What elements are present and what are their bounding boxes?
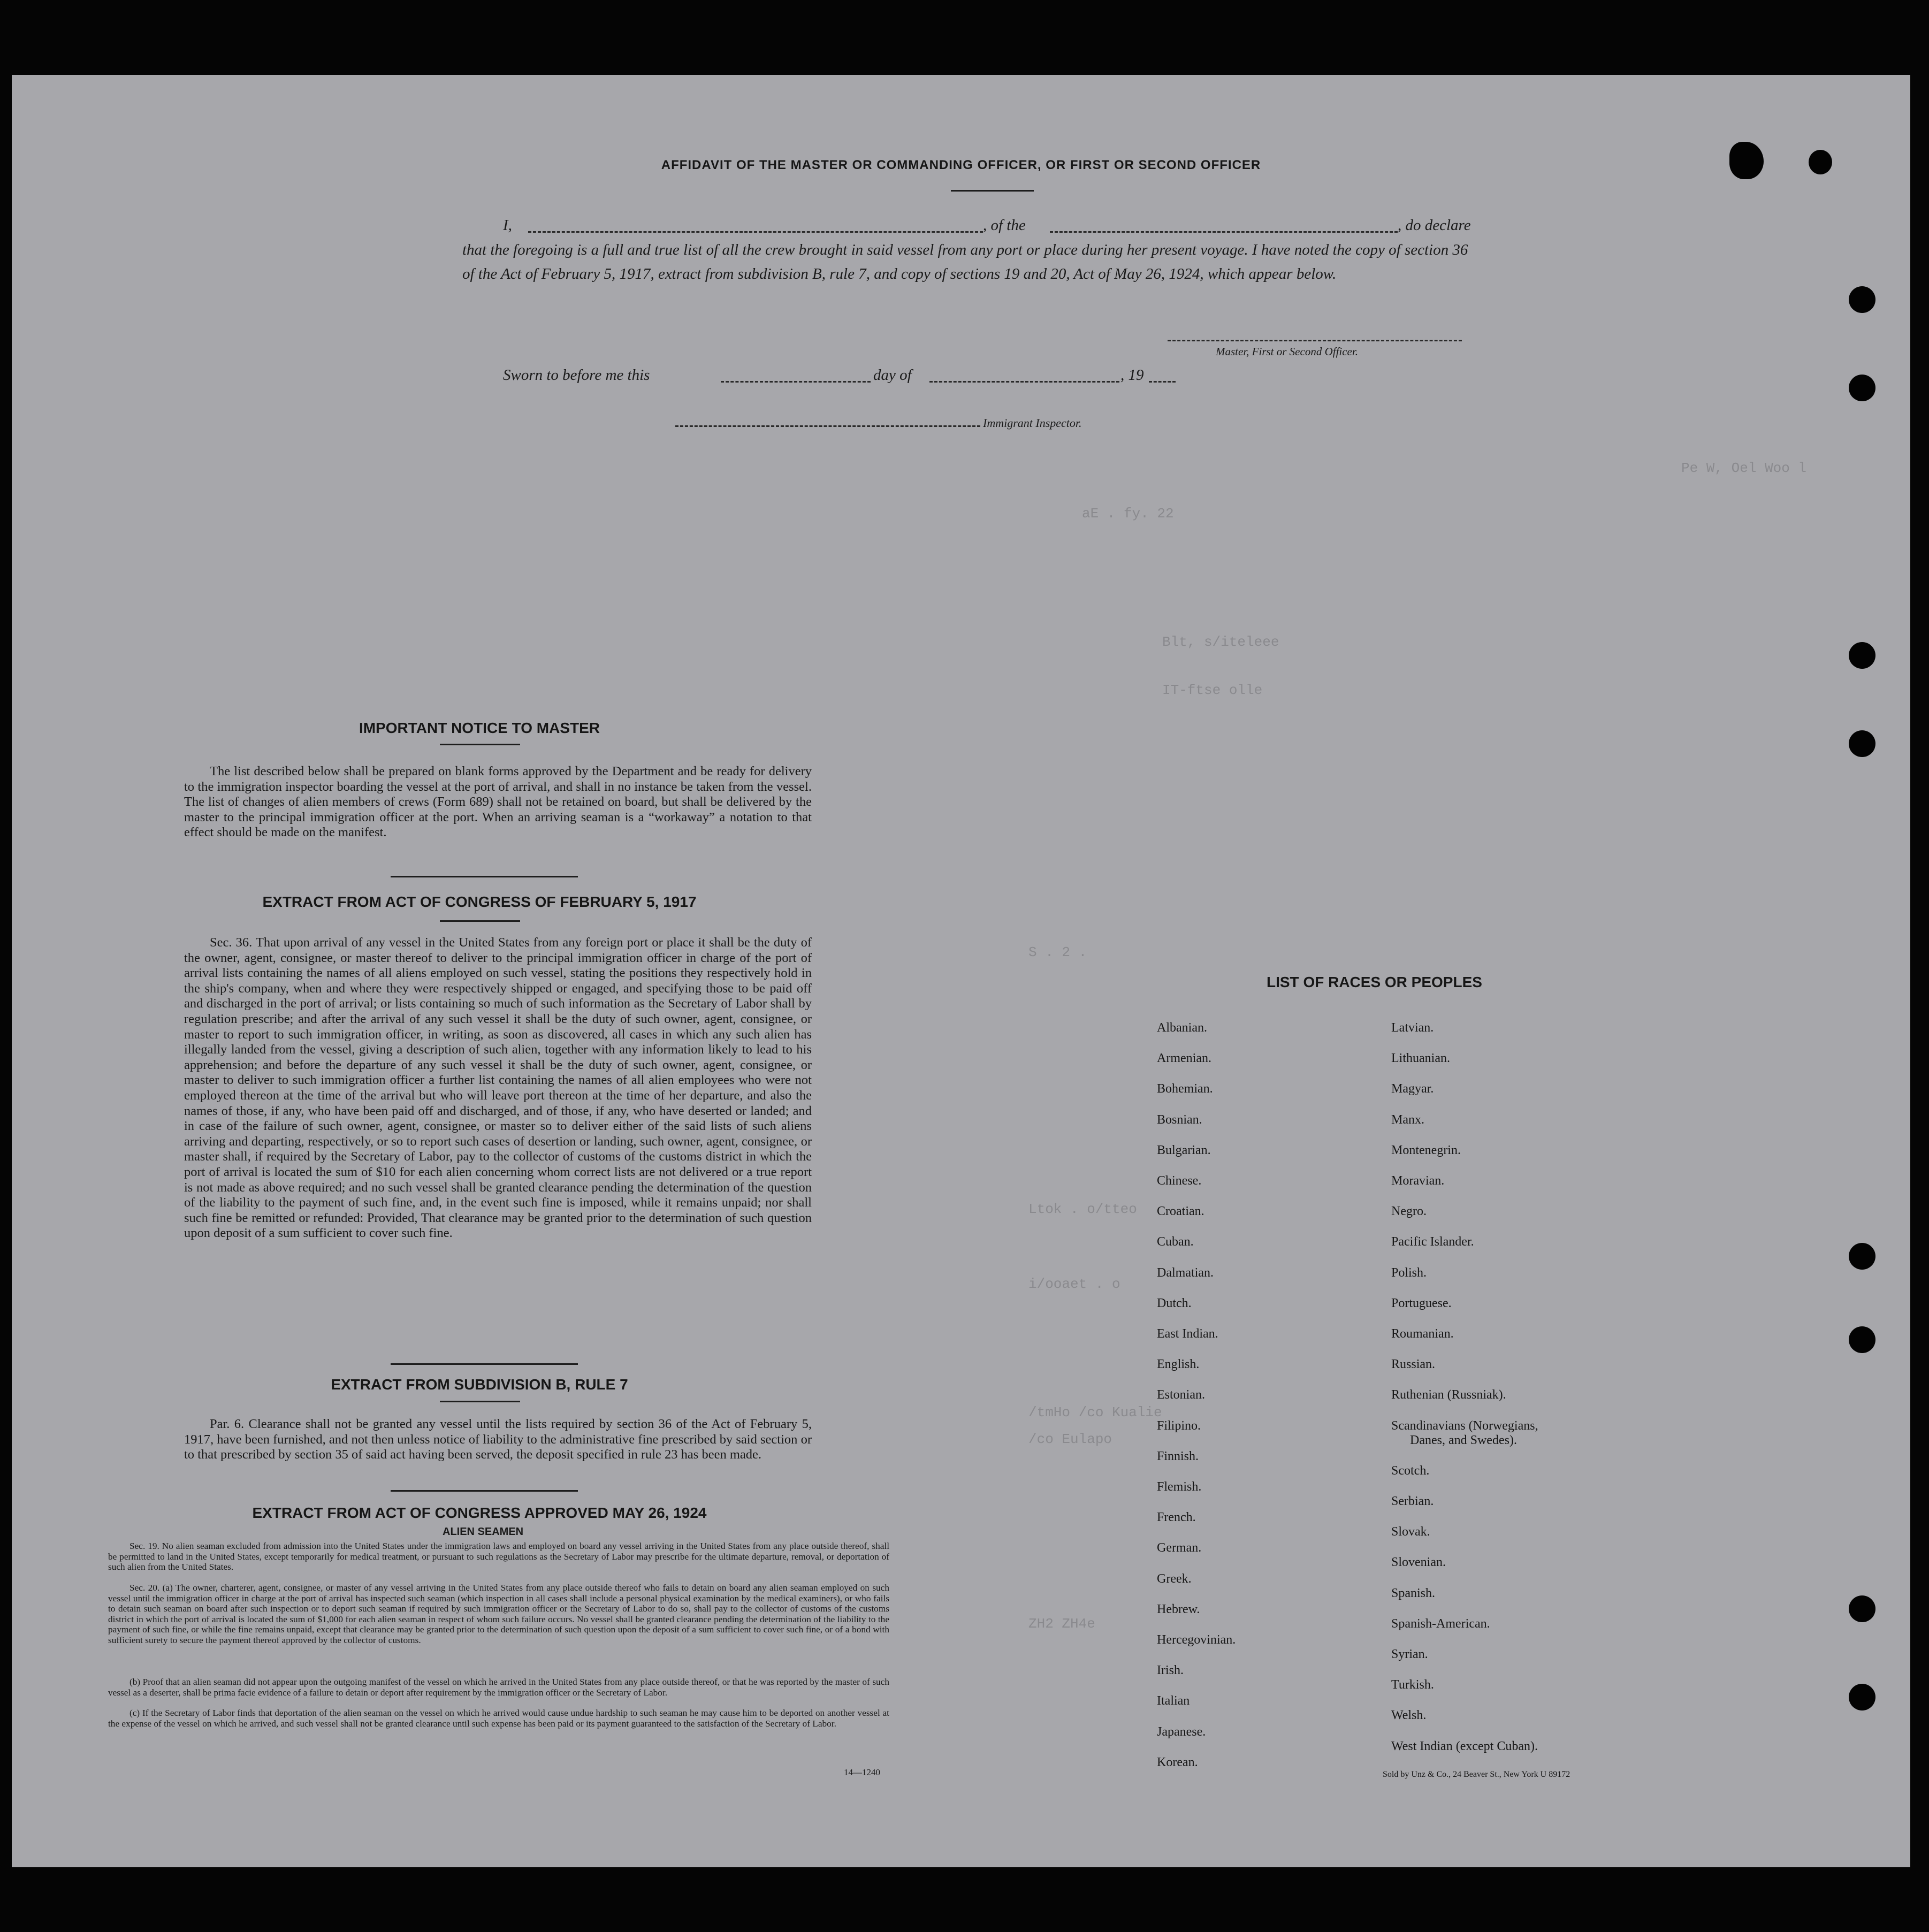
act1924-sec19: Sec. 19. No alien seaman excluded from admission into the United States under the immigration laws and employed on board any vessel arriving in the United States from any place outside thereof, shall be permitted to land in the United States, except temporarily for medical treatment, or pursuant to such regulations as the Secretary of Labor may prescribe for the ultimate departure, removal, or deportation of such alien from the United States. (108, 1541, 889, 1572)
notice-heading: IMPORTANT NOTICE TO MASTER (359, 720, 600, 736)
affidavit-i: I, (503, 217, 512, 234)
rule7-rule (440, 1401, 520, 1402)
race-item: Dutch. (1157, 1296, 1192, 1310)
race-item: Dalmatian. (1157, 1265, 1214, 1280)
act1924-sec20a: Sec. 20. (a) The owner, charterer, agent, consignee, or master of any vessel arriving in the United States from any place outside thereof who fails to detain on board any alien seaman employed on such vessel until the immigration officer in charge at the port of arrival has inspected such seaman (which inspection in all cases shall include a personal physical examination by the medical examiners), or who fails to detain such seaman on board after such inspection or to deport such seaman if required by such immigration officer or the Secretary of Labor to do so, shall pay to the collector of customs of the customs district in which the port of arrival is located the sum of $1,000 for each alien seaman in respect of whom such failure occurs. No vessel shall be granted clearance pending the determination of the liability to the payment of such fine, or while the fine remains unpaid, except that clearance may be granted prior to the determination of such question upon the deposit of a sum sufficient to cover such fine, or of a bond with sufficient surety to secure the payment thereof approved by the collector of customs. (108, 1583, 889, 1645)
affidavit-of-the: , of the (983, 217, 1026, 234)
race-item: Lithuanian. (1391, 1051, 1450, 1066)
race-item: East Indian. (1157, 1327, 1218, 1341)
sworn-year-field[interactable] (1149, 381, 1176, 383)
binder-hole-3 (1849, 642, 1875, 669)
act1924-sec20b: (b) Proof that an alien seaman did not appear upon the outgoing manifest of the vessel on which he arrived in the United States from any place outside thereof, or that he was reported by the master of such vessel as a deserter, shall be prima facie evidence of a failure to detain or deport after requirement by the immigration officer or the Secretary of Labor. (108, 1677, 889, 1698)
act1924-heading: EXTRACT FROM ACT OF CONGRESS APPROVED MAY 26, 1924 (252, 1505, 707, 1521)
race-item: Welsh. (1391, 1708, 1427, 1723)
race-item: Syrian. (1391, 1647, 1428, 1661)
sworn-month-field[interactable] (929, 381, 1119, 383)
race-item: Pacific Islander. (1391, 1235, 1474, 1249)
race-item: Serbian. (1391, 1494, 1434, 1508)
master-signature-label: Master, First or Second Officer. (1216, 345, 1358, 358)
name-field[interactable] (528, 231, 983, 233)
inspector-signature-line[interactable] (675, 425, 980, 427)
race-item: Latvian. (1391, 1021, 1434, 1035)
race-item: Filipino. (1157, 1418, 1201, 1433)
race-item: Turkish. (1391, 1678, 1434, 1692)
race-item: French. (1157, 1510, 1196, 1525)
race-item: Estonian. (1157, 1388, 1205, 1402)
sworn-day-field[interactable] (721, 381, 871, 383)
race-item: Irish. (1157, 1663, 1184, 1678)
notice-text: The list described below shall be prepared on blank forms approved by the Department and be ready for delivery to the immigration inspector boarding the vessel at the port of arrival, and shall in no instance be taken from the vessel. The list of changes of alien members of crews (Form 689) shall not be retained on board, but shall be delivered by the master to the principal immigration officer at the port. When an arriving seaman is a “workaway” a notation to that effect should be made on the manifest. (184, 764, 812, 840)
race-item: Ruthenian (Russniak). (1391, 1388, 1506, 1402)
affidavit-statement: that the foregoing is a full and true list of all the crew brought in said vessel from any port or place during her present voyage. I have noted the copy of section 36 of the Act of February 5, 1917, extract from subdivision B, rule 7, and copy of sections 19 and 20, Act of May 26, 1924, which appear below. (462, 241, 1468, 282)
form-number: 14—1240 (844, 1767, 880, 1777)
race-item: Polish. (1391, 1265, 1427, 1280)
act1924-sec20c: (c) If the Secretary of Labor finds that deportation of the alien seaman on the vessel on which he arrived would cause undue hardship to such seaman he may cause him to be deported on another vessel at the expense of the vessel on which he arrived, and such vessel shall not be granted clearance until such expense has been paid or its payment guaranteed to the satisfaction of the Secretary of Labor. (108, 1708, 889, 1729)
inspector-label: Immigrant Inspector. (983, 416, 1082, 430)
affidavit-heading: AFFIDAVIT OF THE MASTER OR COMMANDING OFFICER, OR FIRST OR SECOND OFFICER (661, 158, 1261, 172)
binder-hole-6 (1849, 1326, 1875, 1353)
binder-hole-5 (1849, 1243, 1875, 1270)
race-item: Korean. (1157, 1755, 1198, 1769)
manifest-back-sheet: Pe W, Oel Woo l aE . fy. 22 Blt, s/iteleee IT-ftse olle S . 2 . Ltok . o/tteo i/ooaet . o /tmHo /co Kualie /co Eulapo ZH2 ZH4e AFFIDAVIT OF THE MASTER OR COMMANDING OFFICER, OR FIRST OR SECOND OFFICER I, , of the , do declare that the foregoing is a full and true list of all the crew brought in said vessel from any port or place during her present voyage. I have noted the copy of section 36 of the Act of February 5, 1917, extract from subdivision B, rule 7, and copy of sections 19 and 20, Act of May 26, 1924, which appear below. Master, First or Second Officer. Sworn to before me this day of , 19 Immigrant Inspector. IMPORTANT NOTICE TO MASTER The list described below shall be prepared on blank forms approved by the Department and be ready for delivery to the immigration inspector boarding the vessel at the port of arrival, and shall in no instance be taken from the vessel. The list of changes of alien members of crews (Form 689) shall not be retained on board, but shall be delivered by the master to the principal immigration officer at the port. When an arriving seaman is a “workaway” a notation to that effect should be made on the manifest. EXTRACT FROM ACT OF CONGRESS OF FEBRUARY 5, 1917 Sec. 36. That upon arrival of any vessel in the United States from any foreign port or place it shall be the duty of the owner, agent, consignee, or master thereof to deliver to the principal immigration officer in charge of the port of arrival lists containing the names of all aliens employed on such vessel, stating the positions they respectively hold in the ship's company, when and where they were respectively shipped or engaged, and specifying those to be paid off and discharged in the port of arrival; or lists containing so much of such information as the Secretary of Labor shall by regulation prescribe; and after the arrival of any such vessel it shall be the duty of such owner, agent, consignee, or master to report to such immigration officer, in writing, as soon as discovered, all cases in which any such alien has illegally landed from the vessel, giving a description of such alien, together with any information likely to lead to his apprehension; and before the departure of any such vessel it shall be the duty of such owner, agent, consignee, or master to deliver to such immigration officer a further list containing the names of all alien employees who were not employed thereon at the time of the arrival but who will leave port thereon at the time of her departure, and also the names of those, if any, who have been paid off and discharged, and of those, if any, who have deserted or landed; and in case of the failure of such owner, agent, consignee, or master so to deliver either of the said lists of such aliens arriving and departing, respectively, or so to report such cases of desertion or landing, such owner, agent, consignee, or master shall, if required by the Secretary of Labor, pay to the collector of customs of the customs district in which the port of arrival is located the sum of $10 for each alien concerning whom correct lists are not delivered or a true report is not made as above required; and no such vessel shall be granted clearance pending the determination of the question of the liability to the payment of such fine, and, in the event such fine is imposed, while it remains unpaid; nor shall such fine be remitted or refunded: Provided, That clearance may be granted prior to the determination of such question upon deposit of a sum sufficient to cover such fine. EXTRACT FROM SUBDIVISION B, RULE 7 Par. 6. Clearance shall not be granted any vessel until the lists required by section 36 of the Act of February 5, 1917, have been furnished, and not then unless notice of liability to the administrative fine prescribed by said section or to that prescribed by section 35 of said act having been served, the deposit specified in rule 23 has been made. EXTRACT FROM ACT OF CONGRESS APPROVED MAY 26, 1924 ALIEN SEAMEN Sec. 19. No alien seaman excluded from admission into the United States under the immigration laws and employed on board any vessel arriving in the United States from any place outside thereof, shall be permitted to land in the United States, except temporarily for medical treatment, or pursuant to such regulations as the Secretary of Labor may prescribe for the ultimate departure, removal, or deportation of such alien from the United States. Sec. 20. (a) The owner, charterer, agent, consignee, or master of any vessel arriving in the United States from any place outside thereof who fails to detain on board any alien seaman employed on such vessel until the immigration officer in charge at the port of arrival has inspected such seaman (which inspection in all cases shall include a personal physical examination by the medical examiners), or who fails to detain such seaman on board after such inspection or to deport such seaman if required by such immigration officer or the Secretary of Labor to do so, shall pay to the collector of customs of the customs district in which the port of arrival is located the sum of $1,000 for each alien seaman in respect of whom such failure occurs. No vessel shall be granted clearance pending the determination of the liability to the payment of such fine, or while the fine remains unpaid, except that clearance may be granted prior to the determination of such question upon the deposit of a sum sufficient to cover such fine, or of a bond with sufficient surety to secure the payment thereof approved by the collector of customs. (b) Proof that an alien seaman did not appear upon the outgoing manifest of the vessel on which he arrived in the United States from any place outside thereof, or that he was reported by the master of such vessel as a deserter, shall be prima facie evidence of a failure to detain or deport after requirement by the immigration officer or the Secretary of Labor. (c) If the Secretary of Labor finds that deportation of the alien seaman on the vessel on which he arrived would cause undue hardship to such seaman he may cause him to be deported on another vessel at the expense of the vessel on which he arrived, and such vessel shall not be granted clearance until such expense has been paid or its payment guaranteed to the satisfaction of the Secretary of Labor. 14—1240 LIST OF RACES OR PEOPLES Albanian. Armenian. Bohemian. Bosnian. Bulgarian. Chinese. Croatian. Cuban. Dalmatian. Dutch. East Indian. English. Estonian. Filipino. Finnish. Flemish. French. German. Greek. Hebrew. Hercegovinian. Irish. Italian Japanese. Korean. Latvian. Lithuanian. Magyar. Manx. Montenegrin. Moravian. Negro. Pacific Islander. Polish. Portuguese. Roumanian. Russian. Ruthenian (Russniak). Scandinavians (Norwegians, Danes, and Swedes). Scotch. Serbian. Slovak. Slovenian. Spanish. Spanish-American. Syrian. Turkish. Welsh. West Indian (except Cuban). Sold by Unz & Co., 24 Beaver St., New York U 89172 (12, 75, 1910, 1867)
notice-rule (440, 744, 520, 745)
race-item: Manx. (1391, 1112, 1424, 1127)
affidavit-declare: , do declare (1398, 217, 1471, 234)
races-heading: LIST OF RACES OR PEOPLES (1267, 974, 1482, 990)
race-item: Roumanian. (1391, 1327, 1454, 1341)
binder-hole-2 (1849, 375, 1875, 401)
vessel-field[interactable] (1050, 231, 1398, 233)
race-item: Hercegovinian. (1157, 1633, 1236, 1647)
sworn-year-prefix: , 19 (1120, 366, 1144, 384)
race-item-line: Danes, and Swedes). (1410, 1433, 1517, 1447)
race-item: West Indian (except Cuban). (1391, 1739, 1538, 1753)
race-item: English. (1157, 1357, 1200, 1372)
race-item: Slovak. (1391, 1525, 1430, 1539)
act1917-heading: EXTRACT FROM ACT OF CONGRESS OF FEBRUARY 5, 1917 (262, 894, 697, 910)
race-item: German. (1157, 1541, 1202, 1555)
act1924-subheading: ALIEN SEAMEN (443, 1526, 524, 1538)
race-item-line: Scandinavians (Norwegians, (1391, 1418, 1538, 1433)
race-item: Russian. (1391, 1357, 1436, 1372)
race-item: Flemish. (1157, 1480, 1202, 1494)
race-item: Armenian. (1157, 1051, 1211, 1066)
race-item: Moravian. (1391, 1174, 1445, 1188)
race-item: Montenegrin. (1391, 1143, 1461, 1157)
printer-imprint: Sold by Unz & Co., 24 Beaver St., New York U 89172 (1383, 1770, 1570, 1779)
race-item: Finnish. (1157, 1449, 1199, 1463)
race-item: Portuguese. (1391, 1296, 1452, 1310)
race-item: Bulgarian. (1157, 1143, 1211, 1157)
affidavit-rule (951, 190, 1034, 192)
master-signature-line[interactable] (1168, 340, 1462, 341)
race-item: Spanish-American. (1391, 1616, 1490, 1631)
race-item: Albanian. (1157, 1021, 1207, 1035)
binder-hole-8 (1849, 1684, 1875, 1710)
race-item: Magyar. (1391, 1082, 1434, 1096)
binder-hole-1 (1849, 286, 1875, 313)
race-item: Scotch. (1391, 1463, 1430, 1478)
race-item: Negro. (1391, 1204, 1427, 1219)
race-item: Chinese. (1157, 1174, 1202, 1188)
rule7-bottom-rule (391, 1490, 578, 1492)
race-item: Bohemian. (1157, 1082, 1213, 1096)
sworn-day-of: day of (873, 366, 912, 384)
act1917-section-36: Sec. 36. That upon arrival of any vessel in the United States from any foreign port or place it shall be the duty of the owner, agent, consignee, or master thereof to deliver to the principal immigration officer in charge of the port of arrival lists containing the names of all aliens employed on such vessel, stating the positions they respectively hold in the ship's company, when and where they were respectively shipped or engaged, and specifying those to be paid off and discharged in the port of arrival; or lists containing so much of such information as the Secretary of Labor shall by regulation prescribe; and after the arrival of any such vessel it shall be the duty of such owner, agent, consignee, or master to report to such immigration officer, in writing, as soon as discovered, all cases in which any such alien has illegally landed from the vessel, giving a description of such alien, together with any information likely to lead to his apprehension; and before the departure of any such vessel it shall be the duty of such owner, agent, consignee, or master to deliver to such immigration officer a further list containing the names of all alien employees who were not employed thereon at the time of the arrival but who will leave port thereon at the time of her departure, and also the names of those, if any, who have been paid off and discharged, and of those, if any, who have deserted or landed; and in case of the failure of such owner, agent, consignee, or master so to deliver either of the said lists of such aliens arriving and departing, respectively, or so to report such cases of desertion or landing, such owner, agent, consignee, or master shall, if required by the Secretary of Labor, pay to the collector of customs of the customs district in which the port of arrival is located the sum of $10 for each alien concerning whom correct lists are not delivered or a true report is not made as above required; and no such vessel shall be granted clearance pending the determination of the question of the liability to the payment of such fine, and, in the event such fine is imposed, while it remains unpaid; nor shall such fine be remitted or refunded: Provided, That clearance may be granted prior to the determination of such question upon deposit of a sum sufficient to cover such fine. (184, 935, 812, 1241)
act1917-rule (440, 920, 520, 922)
race-item: Bosnian. (1157, 1112, 1202, 1127)
act1917-bottom-rule (391, 1363, 578, 1365)
race-item: Spanish. (1391, 1586, 1436, 1600)
binder-hole-4 (1849, 730, 1875, 757)
rule7-paragraph-6: Par. 6. Clearance shall not be granted any vessel until the lists required by section 36 of the Act of February 5, 1917, have been furnished, and not then unless notice of liability to the administrative fine prescribed by said section or to that prescribed by section 35 of said act having been served, the deposit specified in rule 23 has been made. (184, 1417, 812, 1462)
race-item: Slovenian. (1391, 1555, 1446, 1570)
notice-bottom-rule (391, 876, 578, 877)
binder-hole-7 (1849, 1595, 1875, 1622)
race-item: Hebrew. (1157, 1602, 1200, 1616)
rule7-heading: EXTRACT FROM SUBDIVISION B, RULE 7 (331, 1376, 628, 1393)
race-item: Italian (1157, 1694, 1190, 1708)
race-item: Cuban. (1157, 1235, 1194, 1249)
race-item: Croatian. (1157, 1204, 1204, 1219)
sworn-text: Sworn to before me this (503, 366, 650, 384)
race-item: Greek. (1157, 1571, 1192, 1586)
race-item (1391, 1419, 1538, 1448)
race-item: Japanese. (1157, 1724, 1206, 1739)
